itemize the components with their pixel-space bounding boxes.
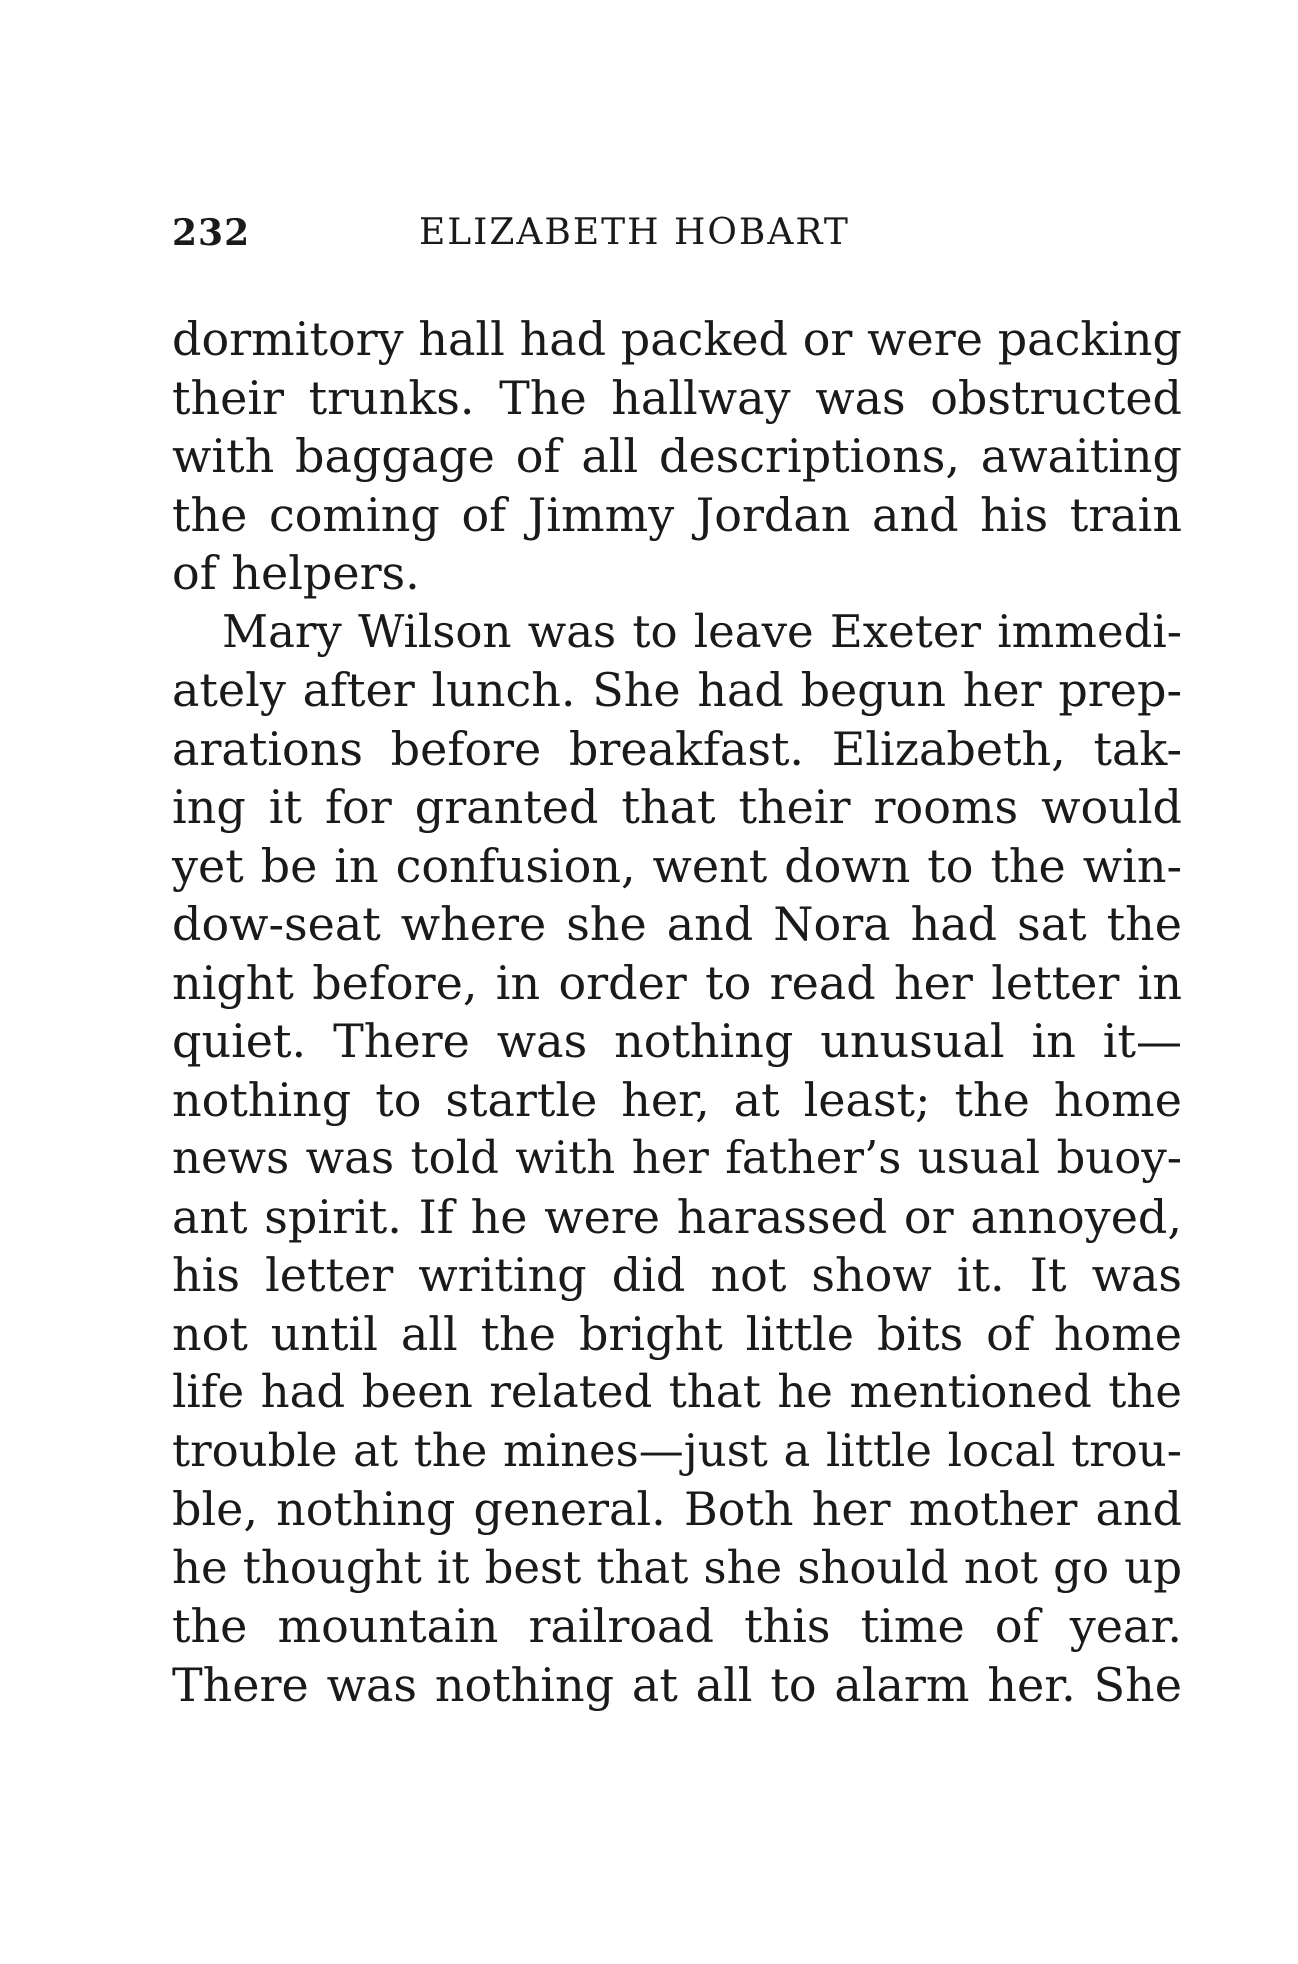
text-line: arations before breakfast. Elizabeth, tak- [172, 721, 1182, 776]
text-line: nothing to startle her, at least; the home [172, 1072, 1182, 1127]
text-line: ant spirit. If he were harassed or annoyed, [172, 1189, 1182, 1244]
text-line: life had been related that he mentioned the [172, 1365, 1182, 1418]
text-line: quiet. There was nothing unusual in it— [172, 1014, 1182, 1068]
text-line: dow-seat where she and Nora had sat the [172, 897, 1182, 951]
text-line: the mountain railroad this time of year. [172, 1599, 1182, 1653]
text-line: his letter writing did not show it. It was [172, 1248, 1182, 1302]
text-line: the coming of Jimmy Jordan and his train [172, 487, 1182, 542]
text-line: There was nothing at all to alarm her. She [172, 1657, 1182, 1712]
text-line: ing it for granted that their rooms would [172, 780, 1182, 834]
text-line: not until all the bright little bits of home [172, 1306, 1182, 1361]
text-line: trouble at the mines—just a little local trou- [172, 1423, 1182, 1477]
text-line: dormitory hall had packed or were packing [172, 312, 1182, 366]
text-line: ately after lunch. She had begun her prep- [172, 663, 1182, 717]
text-line: their trunks. The hallway was obstructed [172, 370, 1182, 425]
text-line: Mary Wilson was to leave Exeter immedi- [222, 604, 1182, 658]
text-line: night before, in order to read her letter in [172, 955, 1182, 1010]
text-line: news was told with her father’s usual buoy- [172, 1131, 1182, 1184]
text-line: yet be in confusion, went down to the win- [172, 838, 1182, 893]
text-line: ble, nothing general. Both her mother and [172, 1482, 1182, 1536]
text-line: with baggage of all descriptions, awaiting [172, 429, 1182, 483]
running-head [172, 212, 1182, 262]
page-number: 232 [172, 212, 251, 254]
running-title: ELIZABETH HOBART [419, 212, 850, 253]
body-text [172, 310, 1182, 1714]
text-line: of helpers. [172, 546, 420, 600]
text-line: he thought it best that she should not go up [172, 1540, 1182, 1594]
